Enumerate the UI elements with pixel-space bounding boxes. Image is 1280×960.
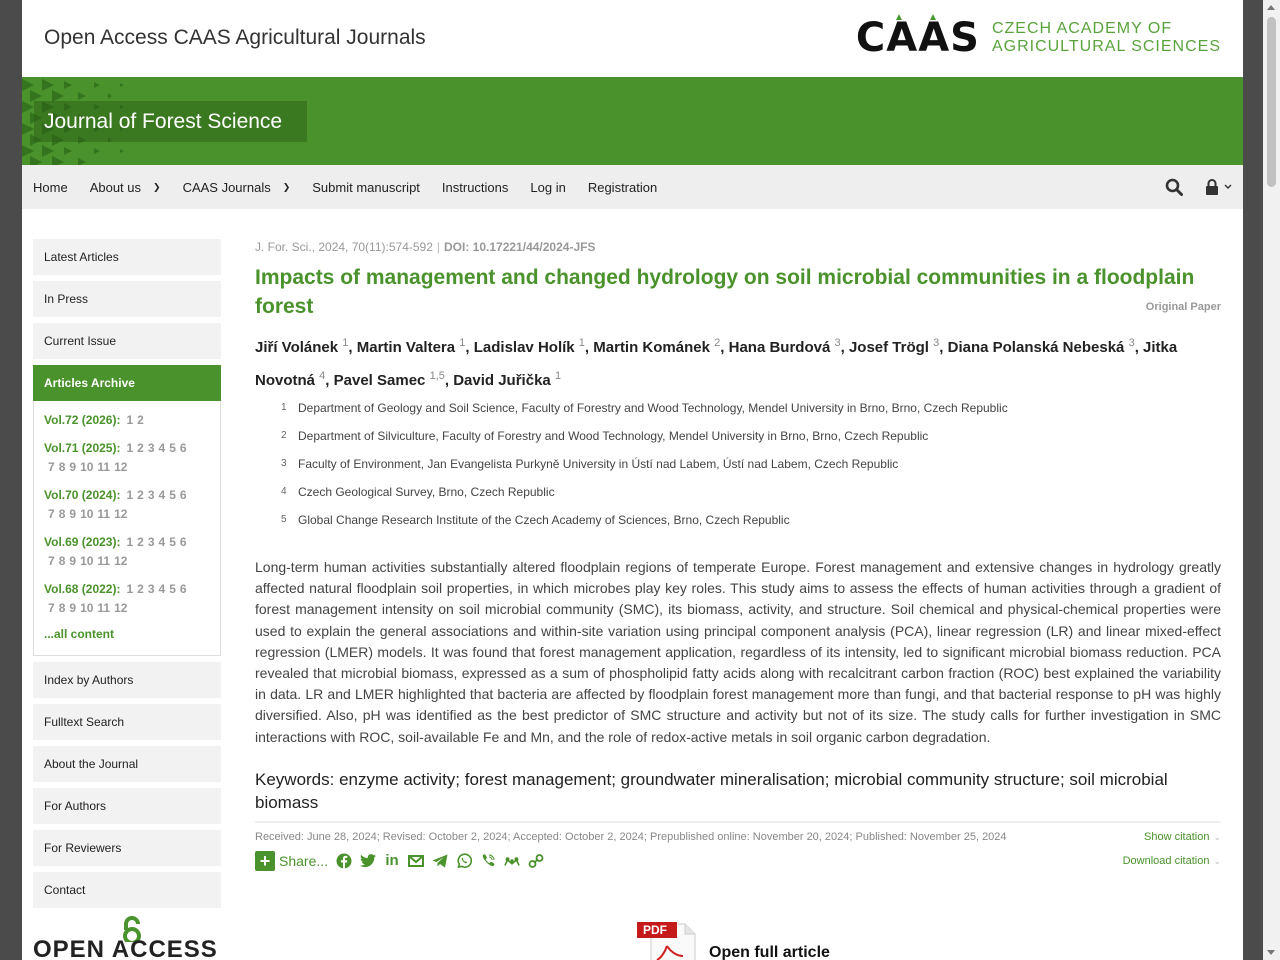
- issue-link[interactable]: 9: [69, 460, 77, 474]
- issue-link[interactable]: 7: [48, 460, 55, 474]
- issue-link[interactable]: 6: [179, 535, 187, 549]
- archive-volumes: [33, 401, 221, 656]
- issue-link[interactable]: 4: [158, 488, 166, 502]
- twitter-icon[interactable]: [360, 853, 376, 869]
- sidebar-item-latest-articles[interactable]: Latest Articles: [33, 239, 221, 275]
- search-icon: [1165, 178, 1183, 196]
- issue-link[interactable]: 1: [126, 582, 134, 596]
- publication-dates: Received: June 28, 2024; Revised: October 2, 2024; Accepted: October 2, 2024; Prepublished online: November 20, 2024; Published: November 25, 2024: [255, 830, 1007, 843]
- issue-link[interactable]: 4: [158, 441, 166, 455]
- open-access-logo[interactable]: OPEN ACCESS: [33, 920, 221, 960]
- mendeley-icon[interactable]: [504, 853, 520, 869]
- author[interactable]: Hana Burdová: [728, 339, 831, 356]
- issue-link[interactable]: 2: [137, 582, 144, 596]
- keywords: Keywords: enzyme activity; forest management; groundwater mineralisation; microbial community structure; soil microbial biomass: [255, 769, 1168, 812]
- lock-icon: [1205, 179, 1219, 195]
- sidebar-item-for-authors[interactable]: For Authors: [33, 788, 221, 824]
- chevron-down-icon: ⌄: [1213, 855, 1221, 866]
- nav-caas-journals[interactable]: CAAS Journals ❯: [182, 179, 291, 195]
- issue-link[interactable]: 9: [69, 601, 77, 615]
- scrollbar-thumb[interactable]: [1267, 17, 1276, 187]
- issue-link[interactable]: 7: [48, 601, 55, 615]
- facebook-icon[interactable]: [336, 853, 352, 869]
- main-nav: [22, 165, 1243, 209]
- volume-69: [44, 533, 210, 571]
- volume-70: [44, 486, 210, 524]
- volume-link[interactable]: Vol.70 (2024):: [44, 488, 121, 502]
- author[interactable]: Jitka Novotná: [255, 339, 1178, 389]
- issue-link[interactable]: 6: [179, 441, 187, 455]
- scroll-up-arrow-icon[interactable]: [1267, 5, 1275, 10]
- journal-citation: J. For. Sci., 2024, 70(11):574-592: [255, 240, 433, 254]
- open-full-article-link[interactable]: [637, 920, 830, 960]
- article-title: Impacts of management and changed hydrology on soil microbial communities in a floodplain forest: [255, 266, 1195, 318]
- linkedin-icon[interactable]: in: [385, 852, 399, 870]
- search-button[interactable]: [1165, 178, 1183, 196]
- issue-link[interactable]: 3: [147, 441, 155, 455]
- share-bar: [255, 851, 544, 871]
- issue-link[interactable]: 5: [169, 441, 176, 455]
- issue-link[interactable]: 11: [97, 507, 111, 521]
- pdf-icon: PDF: [637, 920, 695, 960]
- issue-link[interactable]: 11: [97, 601, 111, 615]
- paper-type-label: Original Paper: [1145, 301, 1221, 313]
- issue-link[interactable]: 2: [137, 488, 144, 502]
- issue-link[interactable]: 12: [114, 507, 128, 521]
- chevron-down-icon: ❯: [282, 181, 291, 192]
- author[interactable]: Josef Trögl: [848, 339, 929, 356]
- all-content-link[interactable]: ...all content: [44, 627, 115, 641]
- share-row: [255, 851, 1221, 871]
- issue-link[interactable]: 8: [58, 554, 66, 568]
- volume-link[interactable]: Vol.72 (2026):: [44, 413, 121, 427]
- chevron-down-icon: [1223, 183, 1233, 191]
- telegram-icon[interactable]: [432, 853, 448, 869]
- author[interactable]: Martin Valtera: [356, 339, 456, 356]
- citation-line: [255, 240, 1221, 254]
- affiliation: 3 Faculty of Environment, Jan Evangelista Purkyně University in Ústí nad Labem, Ústí nad Labem, Czech Republic: [281, 457, 899, 471]
- volume-72: [44, 411, 210, 430]
- show-citation-button[interactable]: Show citation ⌄: [1144, 830, 1221, 843]
- separator: |: [436, 240, 441, 254]
- sidebar-item-index-by-authors[interactable]: Index by Authors: [33, 662, 221, 698]
- author[interactable]: Pavel Samec: [333, 372, 426, 389]
- issue-link[interactable]: 12: [114, 460, 128, 474]
- issue-link[interactable]: 10: [80, 601, 94, 615]
- email-icon[interactable]: [408, 853, 424, 869]
- affiliation-list: [281, 401, 1221, 527]
- issue-link[interactable]: 3: [147, 582, 155, 596]
- sidebar-item-about-the-journal[interactable]: About the Journal: [33, 746, 221, 782]
- issue-link[interactable]: 5: [169, 582, 176, 596]
- author-list: Jiří Volánek $^1$, Martin Valtera $^1$, Ladislav Holík $^1$, Martin Kománek $^2$, Hana Burdová $^3$, Josef Trögl $^3$, Diana Polanská Nebeská $^3$, Jitka Novotná $^4$, Pavel Samec $^{1,5}$, David Juřička $^1$: [255, 337, 1178, 389]
- page: [22, 0, 1243, 960]
- affiliation: 1 Department of Geology and Soil Science, Faculty of Forestry and Wood Technology, Mendel University in Brno, Brno, Czech Republic: [281, 401, 1008, 415]
- issue-link[interactable]: 1: [126, 413, 134, 427]
- volume-link[interactable]: Vol.69 (2023):: [44, 535, 121, 549]
- issue-link[interactable]: 6: [179, 582, 187, 596]
- affiliation: 4 Czech Geological Survey, Brno, Czech Republic: [281, 485, 555, 499]
- issue-link[interactable]: 10: [80, 507, 94, 521]
- nav-home[interactable]: Home: [33, 179, 68, 195]
- issue-link[interactable]: 2: [137, 535, 144, 549]
- chevron-down-icon: ❯: [153, 181, 161, 192]
- top-header: [22, 0, 1243, 77]
- affiliation: 5 Global Change Research Institute of the Czech Academy of Sciences, Brno, Czech Republic: [281, 513, 790, 527]
- share-plus-icon[interactable]: +: [255, 851, 275, 871]
- caas-logo-text: CZECH ACADEMY OF AGRICULTURAL SCIENCES: [991, 20, 1221, 55]
- chevron-down-icon: ⌄: [1213, 831, 1221, 842]
- issue-link[interactable]: 6: [179, 488, 187, 502]
- sidebar-item-articles-archive[interactable]: Articles Archive: [33, 365, 221, 401]
- issue-link[interactable]: 5: [169, 488, 176, 502]
- nav-about-us[interactable]: About us ❯: [89, 179, 161, 195]
- author[interactable]: Ladislav Holík: [473, 339, 575, 356]
- site-title[interactable]: Open Access CAAS Agricultural Journals: [44, 26, 426, 49]
- sidebar-item-fulltext-search[interactable]: Fulltext Search: [33, 704, 221, 740]
- copy-link-icon[interactable]: [528, 853, 544, 869]
- open-full-article-label: Open full article: [709, 944, 830, 960]
- volume-link[interactable]: Vol.71 (2025):: [44, 441, 121, 455]
- download-citation-button[interactable]: Download citation ⌄: [1122, 854, 1221, 867]
- issue-link[interactable]: 11: [97, 554, 111, 568]
- doi-link[interactable]: DOI: 10.17221/44/2024-JFS: [444, 240, 596, 254]
- issue-link[interactable]: 10: [80, 460, 94, 474]
- sidebar-item-current-issue[interactable]: Current Issue: [33, 323, 221, 359]
- issue-link[interactable]: 9: [69, 554, 77, 568]
- issue-link[interactable]: 3: [147, 535, 155, 549]
- issue-link[interactable]: 1: [126, 488, 134, 502]
- issue-link[interactable]: 12: [114, 554, 128, 568]
- author[interactable]: Jiří Volánek: [255, 339, 339, 356]
- issue-link[interactable]: 9: [69, 507, 77, 521]
- issue-link[interactable]: 8: [58, 460, 66, 474]
- viber-icon[interactable]: [480, 853, 496, 869]
- scroll-down-arrow-icon[interactable]: [1267, 950, 1275, 955]
- author[interactable]: David Juřička: [453, 372, 551, 389]
- journal-banner: [22, 77, 1243, 165]
- sidebar: [33, 239, 221, 960]
- caas-logo-mark: CAAS: [855, 15, 980, 61]
- issue-link[interactable]: 7: [48, 507, 55, 521]
- caas-logo[interactable]: [855, 15, 1221, 61]
- nav-instructions[interactable]: Instructions: [441, 179, 509, 195]
- issue-link[interactable]: 11: [97, 460, 111, 474]
- volume-link[interactable]: Vol.68 (2022):: [44, 582, 121, 596]
- issue-link[interactable]: 2: [137, 441, 144, 455]
- nav-registration[interactable]: Registration: [587, 179, 658, 195]
- issue-link[interactable]: 7: [48, 554, 55, 568]
- article-main: [255, 240, 1221, 960]
- issue-link[interactable]: 12: [114, 601, 128, 615]
- sidebar-item-contact[interactable]: Contact: [33, 872, 221, 908]
- nav-log-in[interactable]: Log in: [530, 179, 566, 195]
- affiliation: 2 Department of Silviculture, Faculty of Forestry and Wood Technology, Mendel University in Brno, Brno, Czech Republic: [281, 429, 929, 443]
- issue-link[interactable]: 1: [126, 441, 134, 455]
- share-button[interactable]: Share...: [279, 852, 329, 869]
- author[interactable]: Diana Polanská Nebeská: [947, 339, 1125, 356]
- issue-link[interactable]: 3: [147, 488, 155, 502]
- issue-link[interactable]: 8: [58, 601, 66, 615]
- page-scrollbar[interactable]: [1263, 0, 1280, 960]
- issue-link[interactable]: 8: [58, 507, 66, 521]
- sidebar-item-in-press[interactable]: In Press: [33, 281, 221, 317]
- account-menu-button[interactable]: [1205, 179, 1233, 195]
- nav-submit-manuscript[interactable]: Submit manuscript: [312, 179, 420, 195]
- issue-link[interactable]: 4: [158, 582, 166, 596]
- issue-link[interactable]: 2: [137, 413, 144, 427]
- volume-71: [44, 439, 210, 477]
- issue-link[interactable]: 5: [169, 535, 176, 549]
- divider: [255, 821, 1221, 823]
- issue-link[interactable]: 10: [80, 554, 94, 568]
- journal-title[interactable]: Journal of Forest Science: [44, 110, 283, 133]
- abstract: Long-term human activities substantially altered floodplain regions of temperate Europe. Forest management and extensive changes in hydrology greatly affected natural floodplain soil properties, in which microbes play key roles. This study aims to assess the effects of human activities through a gradient of forest management intensity on soil microbial community (SMC), its biomass, activity, and structure. Soil chemical and physical-chemical properties were used to explain the general associations and within-site variation using principal component analysis (PCA), linear regression (LR) and linear mixed-effect regression (LMER) models. It was found that forest management application, regardless of its intensity, led to significant microbial biomass reduction. PCA revealed that microbial biomass, expressed as a sum of phospholipid fatty acids along with recalcitrant carbon fraction (ROC) best explained the variability in data. LR and LMER highlighted that bacteria are affected by floodplain forest management more than fungi, and that bacterial response to pH was highly diversified. Also, pH was identified as the best predictor of SMC structure and activity but not of its size. The study calls for further investigation in SMC interactions with ROC, soil-available Fe and Mn, and the role of redox-active metals in soil organic carbon degradation.: [255, 559, 1221, 745]
- issue-link[interactable]: 4: [158, 535, 166, 549]
- author[interactable]: Martin Kománek: [593, 339, 710, 356]
- sidebar-item-for-reviewers[interactable]: For Reviewers: [33, 830, 221, 866]
- volume-68: [44, 580, 210, 618]
- dates-row: [255, 831, 1221, 843]
- whatsapp-icon[interactable]: [456, 853, 472, 869]
- issue-link[interactable]: 1: [126, 535, 134, 549]
